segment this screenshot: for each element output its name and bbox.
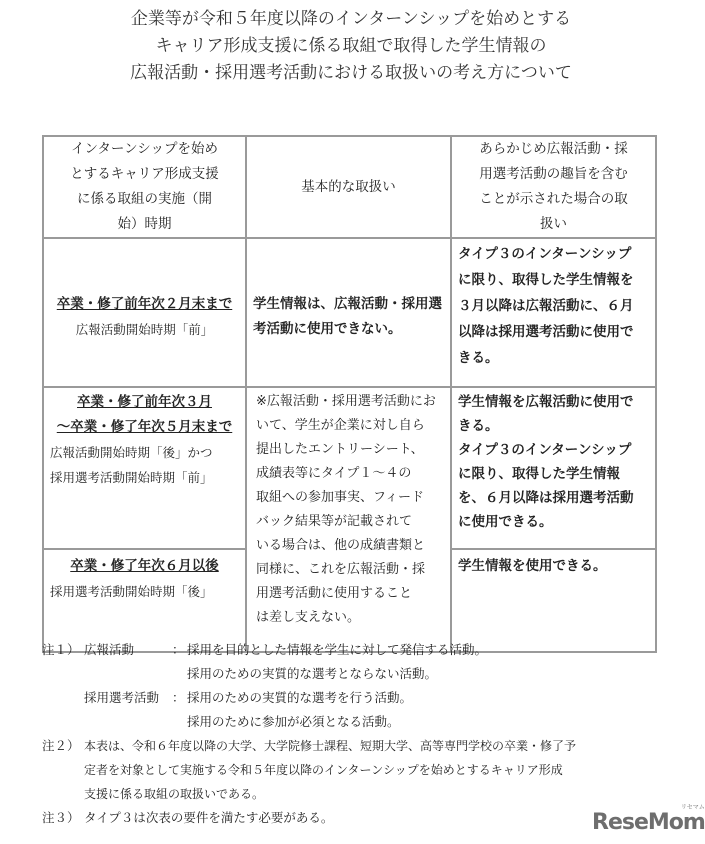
header-line: インターンシップを始め: [70, 141, 219, 157]
basic-cell: [246, 238, 451, 387]
note-text: 定者を対象として実施する令和５年度以降のインターンシップを始めとするキャリア形成: [84, 763, 563, 777]
period-sub: 採用選考活動開始時期「前」: [50, 470, 213, 485]
header-line: に係る取組の実施（開: [77, 191, 212, 207]
special-line: 以降は採用選考活動に使用で: [458, 324, 634, 340]
basic-note-cell: [246, 387, 451, 652]
header-line: ことが示された場合の取: [479, 191, 628, 207]
period-label: 卒業・修了前年次３月: [77, 394, 212, 410]
title-line: キャリア形成支援に係る取組で取得した学生情報の: [155, 36, 547, 56]
basic-line: 考活動に使用できない。: [253, 320, 402, 337]
note-line: は差し支えない。: [256, 610, 361, 625]
special-line: ３月以降は広報活動に、６月: [458, 298, 634, 314]
special-line: タイプ３のインターンシップ: [458, 246, 632, 262]
note-2-cont: [42, 758, 563, 782]
note-line: 提出したエントリーシート、: [256, 442, 424, 457]
header-period: [43, 136, 246, 238]
logo-text: ReseMom: [592, 810, 705, 835]
header-line: 始）時期: [117, 216, 172, 232]
special-line: きる。: [458, 418, 499, 434]
special-line: きる。: [458, 350, 499, 366]
note-term: 採用選考活動: [84, 690, 160, 705]
document-title: [0, 6, 702, 87]
header-basic: [246, 136, 451, 238]
header-special: [451, 136, 656, 238]
note-line: 同様に、これを広報活動・採: [256, 562, 426, 577]
special-line: 学生情報を広報活動に使用で: [458, 394, 634, 410]
resemom-logo: [592, 804, 705, 835]
note-2-cont: [42, 782, 265, 806]
note-label: 注２）: [42, 738, 80, 753]
note-definition: 採用のための実質的な選考を行う活動。: [187, 690, 413, 705]
note-line: バック結果等が記載されて: [256, 514, 413, 529]
period-label: 卒業・修了年次６月以後: [70, 558, 219, 574]
note-colon: ：: [172, 642, 185, 657]
notes-section: [42, 638, 577, 830]
note-text: タイプ３は次表の要件を満たす必要がある。: [84, 810, 334, 825]
note-2: [42, 734, 577, 758]
note-1-term2: [42, 686, 413, 710]
special-line: に限り、取得した学生情報を: [458, 272, 634, 288]
table-row: [43, 238, 656, 387]
note-line: 取組への参加事実、フィード: [256, 490, 424, 505]
note-line: いる場合は、他の成績書類と: [256, 538, 426, 553]
period-label: ～卒業・修了年次５月末まで: [56, 419, 233, 435]
header-line: 用選考活動の趣旨を含む: [479, 166, 628, 182]
basic-line: 学生情報は、広報活動・採用選: [253, 295, 442, 312]
note-definition: 採用を目的とした情報を学生に対して発信する活動。: [187, 642, 488, 657]
note-definition: 採用のための実質的な選考とならない活動。: [187, 666, 438, 681]
period-cell: [43, 549, 246, 652]
special-line: に使用できる。: [458, 514, 553, 530]
note-label: 注１）: [42, 642, 80, 657]
period-sub: 広報活動開始時期「後」かつ: [50, 445, 213, 460]
note-line: 用選考活動に使用すること: [256, 586, 413, 601]
header-line: とするキャリア形成支援: [70, 166, 219, 182]
header-line: あらかじめ広報活動・採: [479, 141, 628, 157]
note-label: 注３）: [42, 810, 80, 825]
note-1: [42, 638, 488, 662]
header-line: 扱い: [540, 216, 567, 232]
title-line: 広報活動・採用選考活動における取扱いの考え方について: [130, 63, 572, 83]
note-1-term2-cont: [42, 710, 400, 734]
period-sub: 広報活動開始時期「前」: [75, 321, 214, 337]
special-line: タイプ３のインターンシップ: [458, 442, 632, 458]
note-term: 広報活動: [84, 642, 135, 657]
period-label: 卒業・修了前年次２月末まで: [56, 295, 233, 312]
logo-kana: リセマム: [680, 804, 705, 811]
table-row: [43, 387, 656, 549]
note-line: 成績表等にタイプ１～４の: [256, 466, 412, 481]
title-line: 企業等が令和５年度以降のインターンシップを始めとする: [130, 9, 572, 29]
period-sub: 採用選考活動開始時期「後」: [50, 584, 213, 599]
special-cell: [451, 549, 656, 652]
special-line: を、６月以降は採用選考活動: [458, 490, 634, 506]
special-line: 学生情報を使用できる。: [458, 558, 607, 574]
special-cell: [451, 238, 656, 387]
note-line: いて、学生が企業に対し自ら: [256, 418, 425, 433]
table-header-row: [43, 136, 656, 238]
note-3: [42, 806, 334, 830]
note-line: ※広報活動・採用選考活動にお: [256, 394, 436, 409]
header-line: 基本的な取扱い: [301, 178, 396, 195]
note-1-cont: [42, 662, 438, 686]
note-text: 支援に係る取組の取扱いである。: [84, 787, 265, 801]
note-definition: 採用のために参加が必須となる活動。: [187, 714, 400, 729]
note-text: 本表は、令和６年度以降の大学、大学院修士課程、短期大学、高等専門学校の卒業・修了予: [84, 739, 577, 753]
special-line: に限り、取得した学生情報: [458, 466, 620, 482]
period-cell: [43, 387, 246, 549]
handling-table: [42, 135, 657, 653]
period-cell: [43, 238, 246, 387]
special-cell: [451, 387, 656, 549]
note-colon: ：: [172, 690, 185, 705]
